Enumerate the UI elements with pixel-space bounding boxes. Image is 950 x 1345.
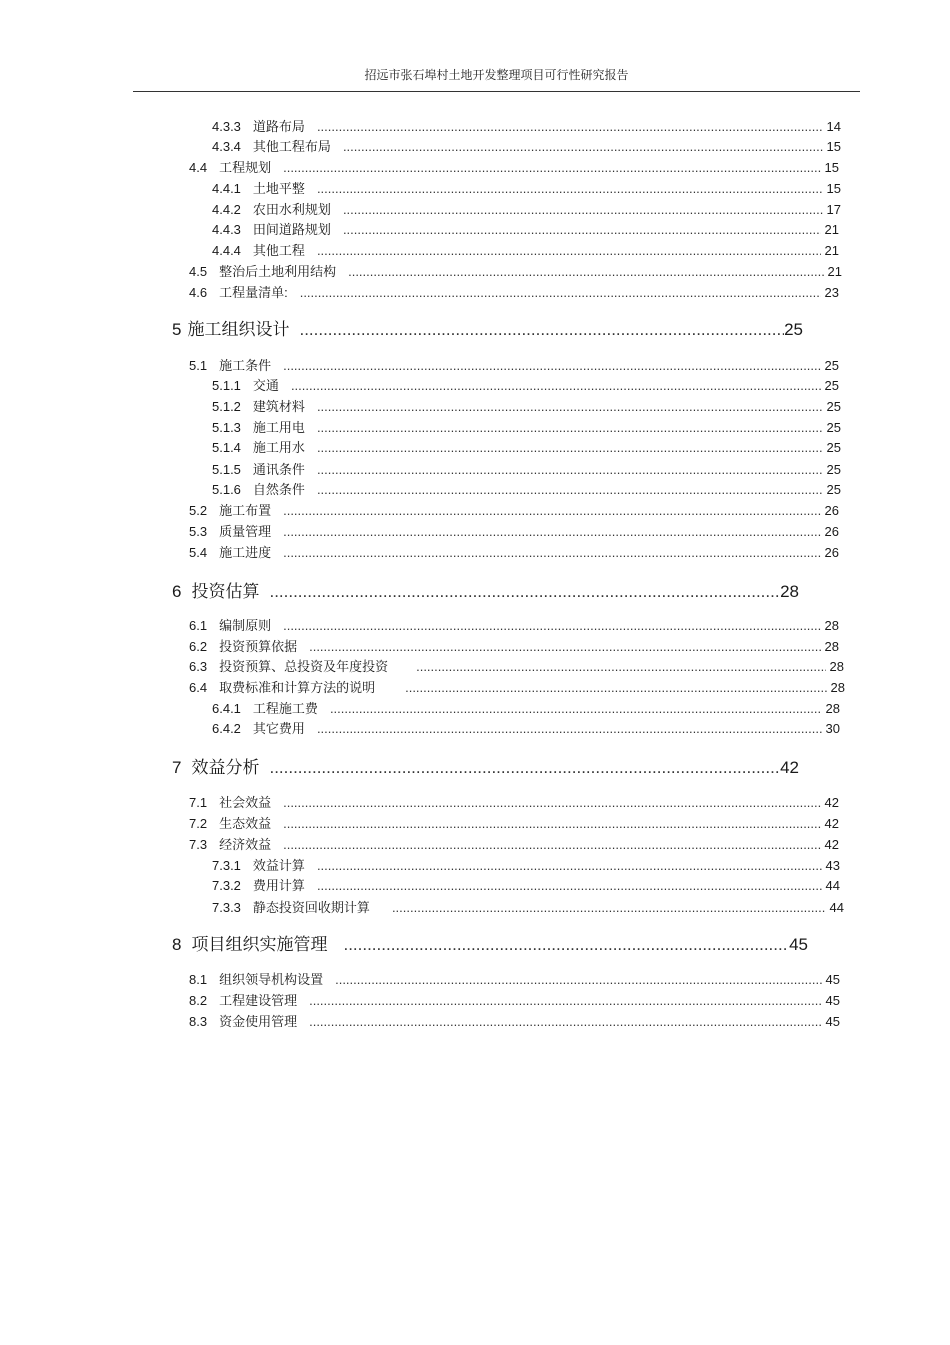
toc-entry-title: 交通	[252, 378, 279, 393]
toc-entry-number: 7.3.1	[212, 858, 241, 873]
toc-entry-title: 农田水利规划	[252, 202, 331, 217]
toc-entry-page: 44	[829, 900, 844, 915]
toc-dot-leader	[405, 680, 826, 696]
toc-entry-page: 30	[825, 721, 840, 736]
toc-entry-page: 14	[826, 119, 841, 134]
toc-chapter-page: 42	[780, 758, 799, 777]
toc-entry-title: 施工用水	[252, 440, 305, 455]
toc-entry-number: 5.1.6	[212, 482, 241, 497]
toc-entry-title: 工程量清单:	[219, 285, 288, 300]
toc-entry-page: 26	[824, 545, 839, 560]
toc-entry-number: 5.2	[189, 503, 208, 518]
toc-entry-title: 道路布局	[252, 119, 305, 134]
toc-entry-page: 25	[826, 462, 841, 477]
toc-entry[interactable]	[189, 795, 839, 811]
toc-dot-leader	[283, 618, 820, 634]
toc-entry-number: 6.3	[189, 659, 208, 674]
toc-entry-number: 7.2	[189, 816, 208, 831]
toc-entry[interactable]	[189, 659, 844, 675]
toc-entry-page: 43	[825, 858, 840, 873]
toc-entry-page: 28	[824, 639, 839, 654]
toc-dot-leader	[317, 878, 822, 894]
toc-entry[interactable]	[212, 900, 844, 916]
toc-entry[interactable]	[212, 202, 841, 218]
toc-entry-page: 28	[830, 680, 845, 695]
toc-entry-page: 15	[824, 160, 839, 175]
toc-entry[interactable]	[212, 482, 841, 498]
toc-entry-page: 26	[824, 524, 839, 539]
toc-entry-title: 自然条件	[252, 482, 305, 497]
toc-entry-number: 6.1	[189, 618, 208, 633]
toc-entry-number: 4.4.3	[212, 222, 241, 237]
toc-entry-number: 5.4	[189, 545, 208, 560]
toc-entry[interactable]	[212, 878, 840, 894]
toc-chapter-title: 施工组织设计	[187, 320, 290, 339]
toc-entry-page: 21	[824, 222, 839, 237]
toc-dot-leader	[309, 639, 820, 655]
toc-dot-leader	[299, 320, 784, 340]
toc-entry-title: 投资预算、总投资及年度投资	[219, 659, 389, 674]
toc-entry-title: 静态投资回收期计算	[252, 900, 370, 915]
toc-chapter-title: 投资估算	[191, 582, 260, 601]
toc-entry-title: 通讯条件	[252, 462, 305, 477]
toc-chapter-entry[interactable]	[172, 758, 799, 778]
toc-dot-leader	[283, 816, 820, 832]
toc-dot-leader	[309, 1014, 821, 1030]
toc-entry-title: 社会效益	[219, 795, 272, 810]
toc-dot-leader	[283, 358, 820, 374]
toc-entry-number: 7.3.3	[212, 900, 241, 915]
toc-entry[interactable]	[189, 285, 839, 301]
toc-entry-number: 4.4	[189, 160, 208, 175]
toc-entry-page: 42	[824, 816, 839, 831]
toc-entry-number: 5.1.3	[212, 420, 241, 435]
toc-entry-number: 5.1.4	[212, 440, 241, 455]
toc-entry[interactable]	[189, 503, 839, 519]
toc-entry-page: 26	[824, 503, 839, 518]
toc-entry[interactable]	[212, 181, 841, 197]
toc-entry-page: 28	[829, 659, 844, 674]
toc-entry-number: 7.3.2	[212, 878, 241, 893]
toc-entry[interactable]	[189, 972, 840, 988]
toc-entry-page: 44	[825, 878, 840, 893]
toc-entry-page: 23	[824, 285, 839, 300]
toc-dot-leader	[309, 993, 821, 1009]
toc-dot-leader	[317, 119, 823, 135]
toc-chapter-entry[interactable]	[172, 582, 799, 602]
toc-chapter-page: 45	[789, 935, 808, 954]
toc-entry-number: 4.4.1	[212, 181, 241, 196]
toc-entry-title: 经济效益	[219, 837, 272, 852]
toc-entry[interactable]	[189, 524, 839, 540]
toc-dot-leader	[317, 440, 823, 456]
toc-entry[interactable]	[212, 858, 840, 874]
toc-entry[interactable]	[189, 680, 845, 696]
toc-entry[interactable]	[189, 545, 839, 561]
toc-entry-title: 施工用电	[252, 420, 305, 435]
toc-entry-title: 投资预算依据	[219, 639, 298, 654]
toc-entry-number: 5.1.2	[212, 399, 241, 414]
toc-dot-leader	[335, 972, 821, 988]
toc-entry-number: 4.4.4	[212, 243, 241, 258]
toc-dot-leader	[283, 545, 820, 561]
toc-dot-leader	[317, 462, 823, 478]
toc-entry-number: 5.1	[189, 358, 208, 373]
toc-dot-leader	[283, 837, 820, 853]
toc-dot-leader	[283, 160, 820, 176]
toc-entry-page: 25	[824, 378, 839, 393]
toc-entry-title: 整治后土地利用结构	[219, 264, 337, 279]
toc-entry-number: 8.3	[189, 1014, 208, 1029]
page-header-title: 招远市张石埠村土地开发整理项目可行性研究报告	[364, 68, 629, 82]
toc-entry-number: 8.1	[189, 972, 208, 987]
toc-entry-number: 5.3	[189, 524, 208, 539]
toc-dot-leader	[283, 795, 820, 811]
toc-entry-title: 施工进度	[219, 545, 272, 560]
toc-entry-page: 28	[824, 618, 839, 633]
toc-entry-page: 21	[827, 264, 842, 279]
toc-entry-number: 7.1	[189, 795, 208, 810]
toc-entry[interactable]	[212, 440, 841, 456]
toc-entry[interactable]	[212, 243, 839, 259]
toc-entry[interactable]	[189, 358, 839, 374]
toc-entry-page: 17	[826, 202, 841, 217]
toc-entry-page: 21	[824, 243, 839, 258]
toc-entry-title: 施工布置	[219, 503, 272, 518]
toc-entry-number: 6.4.1	[212, 701, 241, 716]
toc-dot-leader	[317, 482, 823, 498]
toc-dot-leader	[283, 503, 820, 519]
toc-dot-leader	[330, 701, 822, 717]
toc-entry[interactable]	[212, 378, 839, 394]
toc-entry-title: 质量管理	[219, 524, 272, 539]
toc-entry[interactable]	[189, 993, 840, 1009]
toc-entry-title: 工程建设管理	[219, 993, 298, 1008]
toc-entry[interactable]	[212, 139, 841, 155]
toc-dot-leader	[317, 399, 823, 415]
toc-chapter-entry[interactable]	[172, 935, 808, 955]
toc-entry-number: 4.6	[189, 285, 208, 300]
toc-entry-title: 编制原则	[219, 618, 272, 633]
toc-entry[interactable]	[212, 399, 841, 415]
toc-entry-number: 4.5	[189, 264, 208, 279]
toc-entry[interactable]	[212, 420, 841, 436]
toc-entry[interactable]	[212, 119, 841, 135]
toc-entry-title: 效益计算	[252, 858, 305, 873]
toc-entry-page: 25	[826, 440, 841, 455]
toc-entry[interactable]	[212, 721, 840, 737]
toc-entry[interactable]	[212, 701, 840, 717]
toc-dot-leader	[317, 721, 822, 737]
toc-dot-leader	[343, 202, 823, 218]
toc-chapter-entry[interactable]	[172, 320, 803, 340]
toc-entry-page: 15	[826, 139, 841, 154]
toc-dot-leader	[283, 524, 820, 540]
toc-entry[interactable]	[189, 816, 839, 832]
toc-dot-leader	[343, 222, 821, 238]
toc-entry-page: 28	[825, 701, 840, 716]
toc-entry-number: 4.3.3	[212, 119, 241, 134]
toc-entry-page: 45	[825, 972, 840, 987]
toc-entry-page: 25	[826, 420, 841, 435]
toc-dot-leader	[416, 659, 825, 675]
toc-entry-title: 工程施工费	[252, 701, 318, 716]
toc-entry-title: 组织领导机构设置	[219, 972, 324, 987]
toc-entry-page: 42	[824, 795, 839, 810]
toc-entry-page: 25	[826, 482, 841, 497]
toc-entry-title: 田间道路规划	[252, 222, 331, 237]
toc-entry-number: 8.2	[189, 993, 208, 1008]
toc-entry[interactable]	[189, 618, 839, 634]
toc-dot-leader	[317, 181, 823, 197]
toc-entry-number: 4.3.4	[212, 139, 241, 154]
toc-dot-leader	[348, 264, 823, 280]
toc-entry-title: 取费标准和计算方法的说明	[219, 680, 376, 695]
toc-dot-leader	[269, 758, 780, 778]
toc-chapter-number: 6	[172, 582, 182, 601]
toc-entry[interactable]	[212, 462, 841, 478]
toc-entry-title: 生态效益	[219, 816, 272, 831]
toc-entry[interactable]	[189, 837, 839, 853]
toc-entry-number: 6.4	[189, 680, 208, 695]
toc-entry[interactable]	[189, 639, 839, 655]
toc-dot-leader	[343, 935, 789, 955]
toc-dot-leader	[300, 285, 821, 301]
toc-entry-number: 4.4.2	[212, 202, 241, 217]
toc-entry-page: 45	[825, 993, 840, 1008]
toc-entry-number: 7.3	[189, 837, 208, 852]
toc-entry-page: 42	[824, 837, 839, 852]
toc-entry[interactable]	[189, 264, 842, 280]
toc-dot-leader	[343, 139, 823, 155]
toc-entry-number: 5.1.5	[212, 462, 241, 477]
toc-entry-title: 其它费用	[252, 721, 305, 736]
toc-entry[interactable]	[189, 1014, 840, 1030]
toc-entry-number: 6.4.2	[212, 721, 241, 736]
toc-chapter-number: 5	[172, 320, 182, 339]
toc-chapter-page: 28	[780, 582, 799, 601]
toc-chapter-title: 效益分析	[191, 758, 260, 777]
toc-entry-title: 施工条件	[219, 358, 272, 373]
toc-entry-page: 25	[824, 358, 839, 373]
toc-entry-number: 6.2	[189, 639, 208, 654]
toc-entry-title: 建筑材料	[252, 399, 305, 414]
toc-entry-title: 土地平整	[252, 181, 305, 196]
toc-dot-leader	[317, 858, 822, 874]
toc-entry-title: 其他工程布局	[252, 139, 331, 154]
toc-dot-leader	[317, 420, 823, 436]
toc-chapter-title: 项目组织实施管理	[191, 935, 328, 954]
toc-dot-leader	[392, 900, 826, 916]
toc-dot-leader	[269, 582, 780, 602]
toc-entry-page: 45	[825, 1014, 840, 1029]
toc-entry-number: 5.1.1	[212, 378, 241, 393]
toc-entry[interactable]	[212, 222, 839, 238]
toc-chapter-page: 25	[784, 320, 803, 339]
toc-dot-leader	[317, 243, 821, 259]
toc-dot-leader	[291, 378, 821, 394]
toc-entry-page: 15	[826, 181, 841, 196]
toc-entry[interactable]	[189, 160, 839, 176]
toc-entry-title: 工程规划	[219, 160, 272, 175]
toc-entry-title: 资金使用管理	[219, 1014, 298, 1029]
toc-chapter-number: 8	[172, 935, 182, 954]
toc-chapter-number: 7	[172, 758, 182, 777]
toc-entry-title: 其他工程	[252, 243, 305, 258]
toc-entry-title: 费用计算	[252, 878, 305, 893]
toc-entry-page: 25	[826, 399, 841, 414]
